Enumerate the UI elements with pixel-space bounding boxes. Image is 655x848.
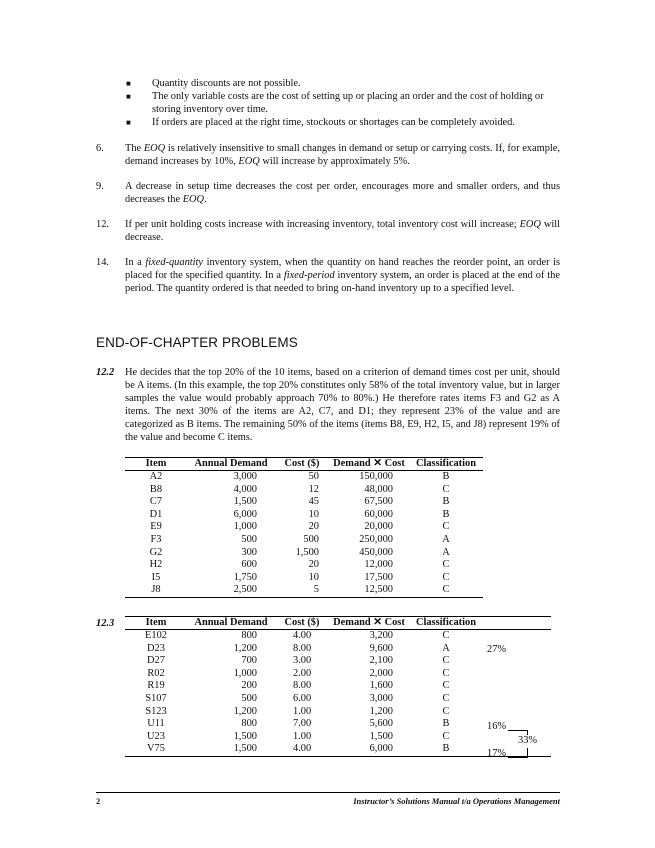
cell-classification: B — [442, 508, 450, 520]
cell-classification: C — [442, 559, 450, 571]
cell-classification: A — [442, 642, 450, 654]
cell-annual-demand: 500 — [241, 692, 257, 704]
cell-demand-x-cost: 12,000 — [364, 559, 393, 571]
cell-blank — [483, 680, 551, 693]
cell-classification: B — [442, 471, 450, 482]
table-row — [125, 668, 551, 681]
cell-item: U23 — [147, 730, 165, 742]
percent-a-label: 27% — [487, 644, 507, 655]
bullet-item — [126, 116, 562, 129]
cell-demand-x-cost: 1,500 — [369, 730, 393, 742]
answer-9 — [96, 180, 560, 206]
cell-annual-demand: 1,500 — [233, 496, 257, 508]
cell-demand-x-cost: 3,200 — [369, 630, 393, 641]
bullet-item — [126, 77, 562, 90]
table-row — [125, 496, 483, 509]
table-row — [125, 680, 551, 693]
cell-item: R02 — [147, 667, 165, 679]
answer-number: 12. — [96, 219, 109, 230]
cell-cost: 3.00 — [293, 655, 312, 667]
abc-table-12-2 — [125, 457, 483, 598]
square-bullet-icon: ■ — [126, 118, 131, 127]
answer-number: 6. — [96, 143, 104, 154]
col-header-annual-demand: Annual Demand — [194, 458, 268, 469]
cell-cost: 4.00 — [293, 743, 312, 755]
cell-classification: A — [442, 546, 450, 558]
bullet-text: Quantity discounts are not possible. — [152, 78, 301, 89]
cell-classification: B — [442, 718, 450, 730]
percent-c-label: 33% — [518, 735, 538, 746]
cell-annual-demand: 200 — [241, 680, 257, 692]
cell-demand-x-cost: 9,600 — [369, 642, 393, 654]
col-header-item: Item — [145, 458, 167, 469]
table-row — [125, 630, 551, 643]
cell-item: G2 — [149, 546, 163, 558]
cell-annual-demand: 1,000 — [233, 521, 257, 533]
cell-annual-demand: 300 — [241, 546, 257, 558]
table-row — [125, 559, 483, 572]
cell-cost: 10 — [308, 571, 319, 583]
cell-annual-demand: 1,750 — [233, 571, 257, 583]
cell-annual-demand: 1,500 — [233, 730, 257, 742]
answer-6 — [96, 142, 560, 168]
square-bullet-icon: ■ — [126, 92, 131, 101]
cell-demand-x-cost: 6,000 — [369, 743, 393, 755]
col-header-cost: Cost ($) — [284, 458, 320, 469]
cell-annual-demand: 1,500 — [233, 743, 257, 755]
table-row — [125, 584, 483, 597]
cell-cost: 45 — [308, 496, 319, 508]
cell-cost: 2.00 — [293, 667, 312, 679]
answer-12 — [96, 218, 560, 244]
cell-item: D1 — [149, 508, 163, 520]
cell-classification: C — [442, 655, 450, 667]
cell-item: H2 — [149, 559, 163, 571]
cell-item: A2 — [149, 471, 163, 482]
col-header-item: Item — [145, 617, 167, 628]
cell-item: E102 — [145, 630, 167, 641]
cell-demand-x-cost: 67,500 — [364, 496, 393, 508]
cell-annual-demand: 600 — [241, 559, 257, 571]
problem-12-2 — [96, 366, 560, 444]
page-number: 2 — [96, 796, 101, 806]
cell-demand-x-cost: 2,100 — [369, 655, 393, 667]
cell-blank — [483, 706, 551, 719]
table-header-row — [125, 617, 551, 630]
cell-cost: 8.00 — [293, 680, 312, 692]
cell-classification: C — [442, 483, 450, 495]
cell-item: E9 — [150, 521, 162, 533]
cell-cost: 10 — [308, 508, 319, 520]
cell-cost: 500 — [303, 533, 319, 545]
cell-cost: 20 — [308, 521, 319, 533]
cell-item: S107 — [145, 692, 167, 704]
problem-number: 12.2 — [96, 367, 115, 378]
cell-item: F3 — [150, 533, 162, 545]
cell-cost: 8.00 — [293, 642, 312, 654]
cell-demand-x-cost: 3,000 — [369, 692, 393, 704]
table-row — [125, 471, 483, 484]
footer-rule — [96, 792, 560, 793]
cell-item: C7 — [149, 496, 163, 508]
cell-classification: B — [442, 743, 450, 755]
answer-14 — [96, 256, 560, 295]
cell-classification: C — [442, 667, 450, 679]
col-header-cost: Cost ($) — [284, 617, 320, 628]
bullet-item — [126, 90, 562, 116]
cell-classification: C — [442, 584, 450, 596]
bullet-text: If orders are placed at the right time, stockouts or shortages can be completely avoided. — [152, 117, 515, 128]
cell-item: R19 — [147, 680, 165, 692]
cell-demand-x-cost: 12,500 — [364, 584, 393, 596]
cell-item: V75 — [147, 743, 165, 755]
table-body — [125, 471, 483, 598]
col-header-classification: Classification — [415, 458, 477, 469]
cell-blank — [483, 668, 551, 681]
answer-text: In a fixed-quantity inventory system, when the quantity on hand reaches the reorder point, an order is placed for the specified quantity. In a fixed-period inventory system, an order is placed at the end of the period. The quantity ordered is that needed to bring on-hand inventory up to a specified level. — [125, 257, 560, 294]
square-bullet-icon: ■ — [126, 79, 131, 88]
table-row — [125, 534, 483, 547]
answer-text: The EOQ is relatively insensitive to small changes in demand or setup or carrying costs. If, for example, demand increases by 10%, EOQ will increase by approximately 5%. — [125, 143, 560, 167]
cell-annual-demand: 700 — [241, 655, 257, 667]
cell-classification: C — [442, 571, 450, 583]
cell-demand-x-cost: 20,000 — [364, 521, 393, 533]
cell-annual-demand: 1,000 — [233, 667, 257, 679]
cell-classification: C — [442, 630, 450, 641]
answer-text: A decrease in setup time decreases the cost per order, encourages more and smaller orders, and thus decreases the EOQ. — [125, 181, 560, 205]
cell-classification: C — [442, 730, 450, 742]
cell-demand-x-cost: 1,200 — [369, 705, 393, 717]
cell-blank — [483, 630, 551, 643]
answer-number: 9. — [96, 181, 104, 192]
cell-classification: C — [442, 705, 450, 717]
cell-demand-x-cost: 48,000 — [364, 483, 393, 495]
answer-text: If per unit holding costs increase with increasing inventory, total inventory cost will increase; EOQ will decrease. — [125, 219, 560, 243]
bracket-bottom — [508, 748, 528, 758]
cell-item: B8 — [149, 483, 163, 495]
table-row — [125, 521, 483, 534]
col-header-blank — [483, 617, 551, 630]
cell-cost: 5 — [313, 584, 319, 596]
percent-b-bottom-label: 17% — [487, 748, 507, 759]
cell-blank — [483, 655, 551, 668]
cell-cost: 7.00 — [293, 718, 312, 730]
cell-item: D23 — [147, 642, 165, 654]
cell-annual-demand: 1,200 — [233, 705, 257, 717]
cell-cost: 6.00 — [293, 692, 312, 704]
cell-annual-demand: 6,000 — [233, 508, 257, 520]
cell-demand-x-cost: 60,000 — [364, 508, 393, 520]
cell-item: D27 — [147, 655, 165, 667]
cell-classification: C — [442, 680, 450, 692]
cell-annual-demand: 2,500 — [233, 584, 257, 596]
table-row — [125, 693, 551, 706]
cell-cost: 1.00 — [293, 730, 312, 742]
cell-blank — [483, 693, 551, 706]
cell-item: U11 — [147, 718, 165, 730]
cell-annual-demand: 1,200 — [233, 642, 257, 654]
cell-cost: 12 — [308, 483, 319, 495]
cell-demand-x-cost: 250,000 — [359, 533, 393, 545]
cell-demand-x-cost: 17,500 — [364, 571, 393, 583]
cell-annual-demand: 800 — [241, 718, 257, 730]
cell-cost: 1.00 — [293, 705, 312, 717]
section-title: END-OF-CHAPTER PROBLEMS — [96, 335, 298, 350]
cell-demand-x-cost: 5,600 — [369, 718, 393, 730]
cell-cost: 1,500 — [295, 546, 319, 558]
assumption-bullet-list — [126, 77, 562, 129]
col-header-demand-x-cost: Demand ✕ Cost — [333, 458, 405, 469]
cell-annual-demand: 3,000 — [233, 471, 257, 482]
cell-demand-x-cost: 1,600 — [369, 680, 393, 692]
cell-classification: C — [442, 692, 450, 704]
cell-classification: C — [442, 521, 450, 533]
cell-demand-x-cost: 450,000 — [359, 546, 393, 558]
footer-title: Instructor’s Solutions Manual t/a Operations Management — [353, 796, 560, 806]
cell-item: I5 — [151, 571, 161, 583]
table-row — [125, 655, 551, 668]
table-row — [125, 484, 483, 497]
percent-b-top-label: 16% — [487, 721, 507, 732]
col-header-classification: Classification — [415, 617, 477, 628]
cell-demand-x-cost: 2,000 — [369, 667, 393, 679]
cell-annual-demand: 800 — [241, 630, 257, 641]
cell-cost: 50 — [308, 471, 319, 482]
bullet-text: The only variable costs are the cost of setting up or placing an order and the cost of holding or storing inventory over time. — [152, 91, 544, 115]
cell-annual-demand: 500 — [241, 533, 257, 545]
col-header-annual-demand: Annual Demand — [194, 617, 268, 628]
abc-table-12-3 — [125, 616, 551, 757]
cell-item: S123 — [145, 705, 167, 717]
answer-number: 14. — [96, 257, 109, 268]
cell-cost: 20 — [308, 559, 319, 571]
table-row — [125, 706, 551, 719]
cell-cost: 4.00 — [293, 630, 312, 641]
table-header-row — [125, 458, 483, 471]
col-header-demand-x-cost: Demand ✕ Cost — [333, 617, 405, 628]
table-row — [125, 509, 483, 522]
table-row — [125, 572, 483, 585]
problem-number: 12.3 — [96, 618, 115, 629]
cell-classification: B — [442, 496, 450, 508]
cell-item: J8 — [151, 584, 161, 596]
cell-demand-x-cost: 150,000 — [359, 471, 393, 482]
cell-annual-demand: 4,000 — [233, 483, 257, 495]
table-row — [125, 547, 483, 560]
cell-classification: A — [442, 533, 450, 545]
problem-text: He decides that the top 20% of the 10 items, based on a criterion of demand times cost per unit, should be A items. (In this example, the top 20% constitutes only 58% of the total inventory value, but in larger samples the value would probably approach 70% to 80%.) He therefore rates items F3 and G2 as A items. The next 30% of the items are A2, C7, and D1; they represent 23% of the value and are categorized as B items. The remaining 50% of the items (items B8, E9, H2, I5, and J8) represent 19% of the value and become C items. — [125, 367, 560, 443]
